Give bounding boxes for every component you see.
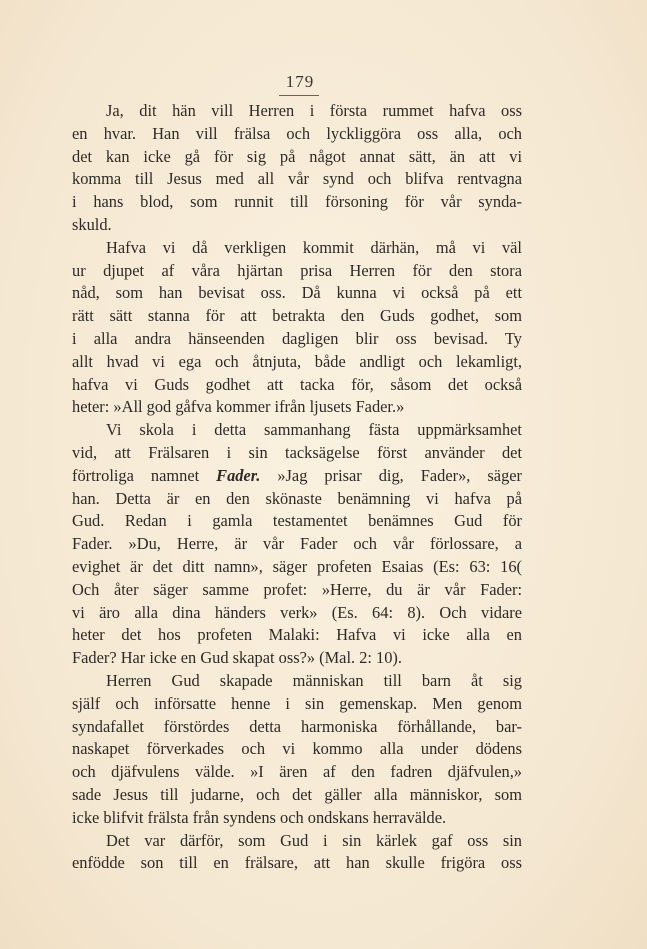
text-line: evighet är det ditt namn», säger profeten Esaias (Es: 63: 16( bbox=[72, 556, 522, 576]
text-line: icke blifvit frälsta från syndens och ondskans herravälde. bbox=[72, 807, 447, 827]
text-line: enfödde son till en frälsare, att han skulle frigöra oss bbox=[72, 853, 522, 873]
text-line: förtroliga namnet Fader. »Jag prisar dig, Fader», säger bbox=[72, 465, 522, 485]
text-line: Det var därför, som Gud i sin kärlek gaf oss sin bbox=[106, 830, 522, 850]
text-line: Herren Gud skapade människan till barn åt sig bbox=[106, 670, 522, 690]
body-text bbox=[72, 100, 522, 875]
text-line: sade Jesus till judarne, och det gäller alla människor, som bbox=[72, 784, 522, 804]
text-line: rätt sätt stanna för att betrakta den Guds godhet, som bbox=[72, 306, 522, 326]
text-line: det kan icke gå för sig på något annat sätt, än att vi bbox=[72, 146, 522, 166]
text-line: Och åter säger samme profet: »Herre, du är vår Fader: bbox=[72, 579, 522, 599]
text-line: han. Detta är en den skönaste benämning vi hafva på bbox=[72, 488, 522, 508]
text-line: en hvar. Han vill frälsa och lyckliggöra oss alla, och bbox=[72, 123, 522, 143]
text-line: Gud. Redan i gamla testamentet benämnes Gud för bbox=[72, 511, 522, 531]
text-line: i hans blod, som runnit till försoning för vår synda- bbox=[72, 192, 522, 212]
page-number: 179 bbox=[285, 72, 315, 91]
text-line: skuld. bbox=[72, 214, 112, 234]
text-line: Fader. »Du, Herre, är vår Fader och vår förlossare, a bbox=[72, 534, 522, 554]
text-line: i alla andra hänseenden dagligen blir oss bevisad. Ty bbox=[72, 328, 522, 348]
page-number-rule bbox=[279, 95, 319, 96]
emphasized-word: Fader. bbox=[216, 465, 261, 485]
text-line: syndafallet förstördes detta harmoniska förhållande, bar- bbox=[72, 716, 522, 736]
text-line: själf och införsatte henne i sin gemenskap. Men genom bbox=[72, 693, 522, 713]
text-line: allt hvad vi ega och åtnjuta, både andligt och lekamligt, bbox=[72, 351, 522, 371]
text-line: naskapet förverkades och vi kommo alla under dödens bbox=[72, 739, 522, 759]
text-line: heter det hos profeten Malaki: Hafva vi icke alla en bbox=[72, 625, 522, 645]
text-line: Vi skola i detta sammanhang fästa uppmärksamhet bbox=[106, 420, 522, 440]
text-line: vid, att Frälsaren i sin tacksägelse först använder det bbox=[72, 442, 522, 462]
text-line: hafva vi Guds godhet att tacka för, såsom det också bbox=[72, 374, 522, 394]
text-line: Fader? Har icke en Gud skapat oss?» (Mal. 2: 10). bbox=[72, 648, 402, 668]
text-line: Ja, dit hän vill Herren i första rummet hafva oss bbox=[106, 101, 522, 120]
text-line: vi äro alla dina händers verk» (Es. 64: 8). Och vidare bbox=[72, 602, 522, 622]
text-line: Hafva vi då verkligen kommit därhän, må vi väl bbox=[106, 237, 522, 257]
text-line: heter: »All god gåfva kommer ifrån ljusets Fader.» bbox=[72, 397, 405, 417]
text-line: ur djupet af våra hjärtan prisa Herren för den stora bbox=[72, 260, 522, 280]
text-line: nåd, som han bevisat oss. Då kunna vi också på ett bbox=[72, 283, 522, 303]
text-line: och djäfvulens välde. »I ären af den fadren djäfvulen,» bbox=[72, 762, 522, 782]
text-line: komma till Jesus med all vår synd och blifva rentvagna bbox=[72, 169, 522, 189]
